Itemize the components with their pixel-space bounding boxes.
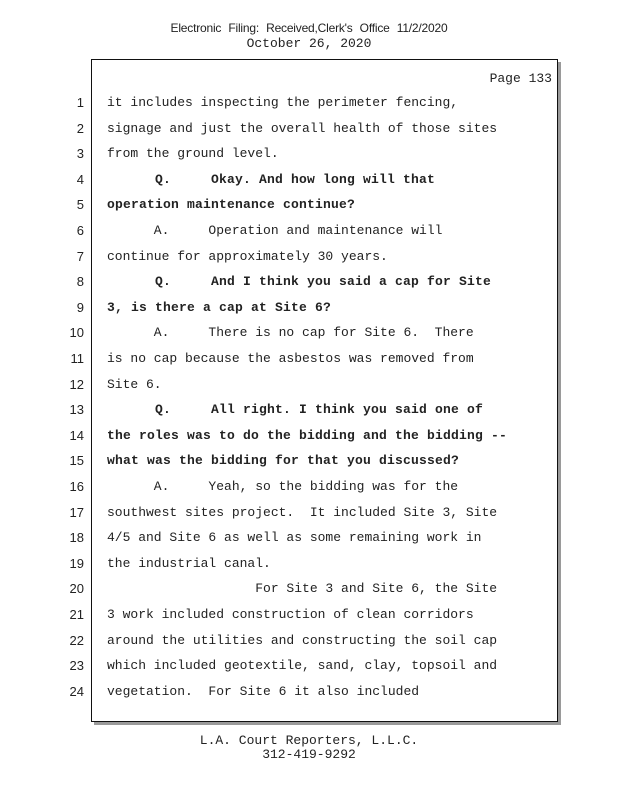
transcript-date: October 26, 2020	[246, 36, 372, 51]
line-text: continue for approximately 30 years.	[107, 248, 388, 264]
line-text: the industrial canal.	[107, 555, 271, 571]
reporter-phone: 312-419-9292	[262, 747, 356, 762]
transcript-line	[0, 530, 618, 555]
line-number: 6	[76, 223, 84, 238]
transcript-line	[0, 556, 618, 581]
line-text: Q. All right. I think you said one of	[107, 402, 484, 418]
transcript-line	[0, 197, 618, 222]
line-number: 18	[69, 530, 84, 546]
line-text: Q. Okay. And how long will that	[107, 171, 436, 187]
transcript-line	[0, 607, 618, 632]
line-number: 23	[69, 658, 84, 674]
reporter-company: L.A. Court Reporters, L.L.C.	[199, 733, 419, 748]
line-text: Site 6.	[107, 376, 162, 392]
line-number: 10	[69, 325, 84, 341]
transcript-line	[0, 274, 618, 299]
line-number: 11	[70, 351, 84, 366]
line-number: 4	[76, 171, 84, 187]
line-text: 3 work included construction of clean corridors	[107, 607, 474, 622]
line-number: 22	[69, 632, 84, 648]
line-text: vegetation. For Site 6 it also included	[107, 683, 420, 699]
transcript-line	[0, 172, 618, 197]
line-number: 13	[69, 402, 84, 418]
transcript-line	[0, 453, 618, 478]
line-number: 19	[69, 555, 84, 571]
line-text: southwest sites project. It included Site 3, Site	[107, 504, 498, 520]
line-text: A. Operation and maintenance will	[107, 223, 443, 238]
line-number: 16	[69, 479, 84, 494]
line-text: For Site 3 and Site 6, the Site	[107, 581, 498, 597]
line-text: which included geotextile, sand, clay, topsoil and	[107, 658, 498, 674]
line-number: 24	[69, 683, 84, 699]
line-number: 21	[69, 607, 84, 622]
line-text: from the ground level.	[107, 146, 279, 162]
line-number: 17	[69, 504, 84, 520]
line-number: 12	[69, 376, 84, 392]
transcript-line	[0, 633, 618, 658]
line-number: 5	[76, 197, 84, 213]
line-text: Q. And I think you said a cap for Site	[107, 274, 492, 290]
line-number: 1	[76, 95, 84, 110]
line-text: A. There is no cap for Site 6. There	[107, 325, 474, 341]
transcript-line	[0, 658, 618, 683]
transcript-line	[0, 684, 618, 709]
transcript-line	[0, 377, 618, 402]
line-number: 7	[76, 248, 84, 264]
line-text: operation maintenance continue?	[107, 197, 356, 213]
line-number: 15	[69, 453, 84, 469]
line-number: 3	[76, 146, 84, 162]
line-text: what was the bidding for that you discussed?	[107, 453, 460, 469]
line-text: it includes inspecting the perimeter fencing,	[107, 95, 459, 110]
page-number: Page 133	[489, 71, 552, 86]
transcript-line	[0, 146, 618, 171]
line-number: 2	[76, 120, 84, 136]
line-number: 14	[69, 427, 84, 443]
line-text: is no cap because the asbestos was removed from	[107, 351, 474, 366]
transcript-line	[0, 300, 618, 325]
transcript-line	[0, 121, 618, 146]
line-text: 4/5 and Site 6 as well as some remaining work in	[107, 530, 482, 546]
transcript-line	[0, 325, 618, 350]
transcript-line	[0, 428, 618, 453]
line-number: 8	[76, 274, 84, 290]
line-text: around the utilities and constructing the soil cap	[107, 632, 498, 648]
line-text: the roles was to do the bidding and the bidding --	[107, 427, 508, 443]
filing-stamp: Electronic Filing: Received,Clerk's Office 11/2/2020	[170, 21, 448, 35]
transcript-line	[0, 351, 618, 376]
transcript-line	[0, 249, 618, 274]
transcript-line	[0, 505, 618, 530]
transcript-line	[0, 581, 618, 606]
line-number: 20	[69, 581, 84, 597]
transcript-line	[0, 402, 618, 427]
transcript-line	[0, 223, 618, 248]
line-text: 3, is there a cap at Site 6?	[107, 299, 332, 315]
transcript-line	[0, 95, 618, 120]
line-number: 9	[76, 299, 84, 315]
transcript-line	[0, 479, 618, 504]
line-text: A. Yeah, so the bidding was for the	[107, 479, 459, 494]
line-text: signage and just the overall health of those sites	[107, 120, 498, 136]
